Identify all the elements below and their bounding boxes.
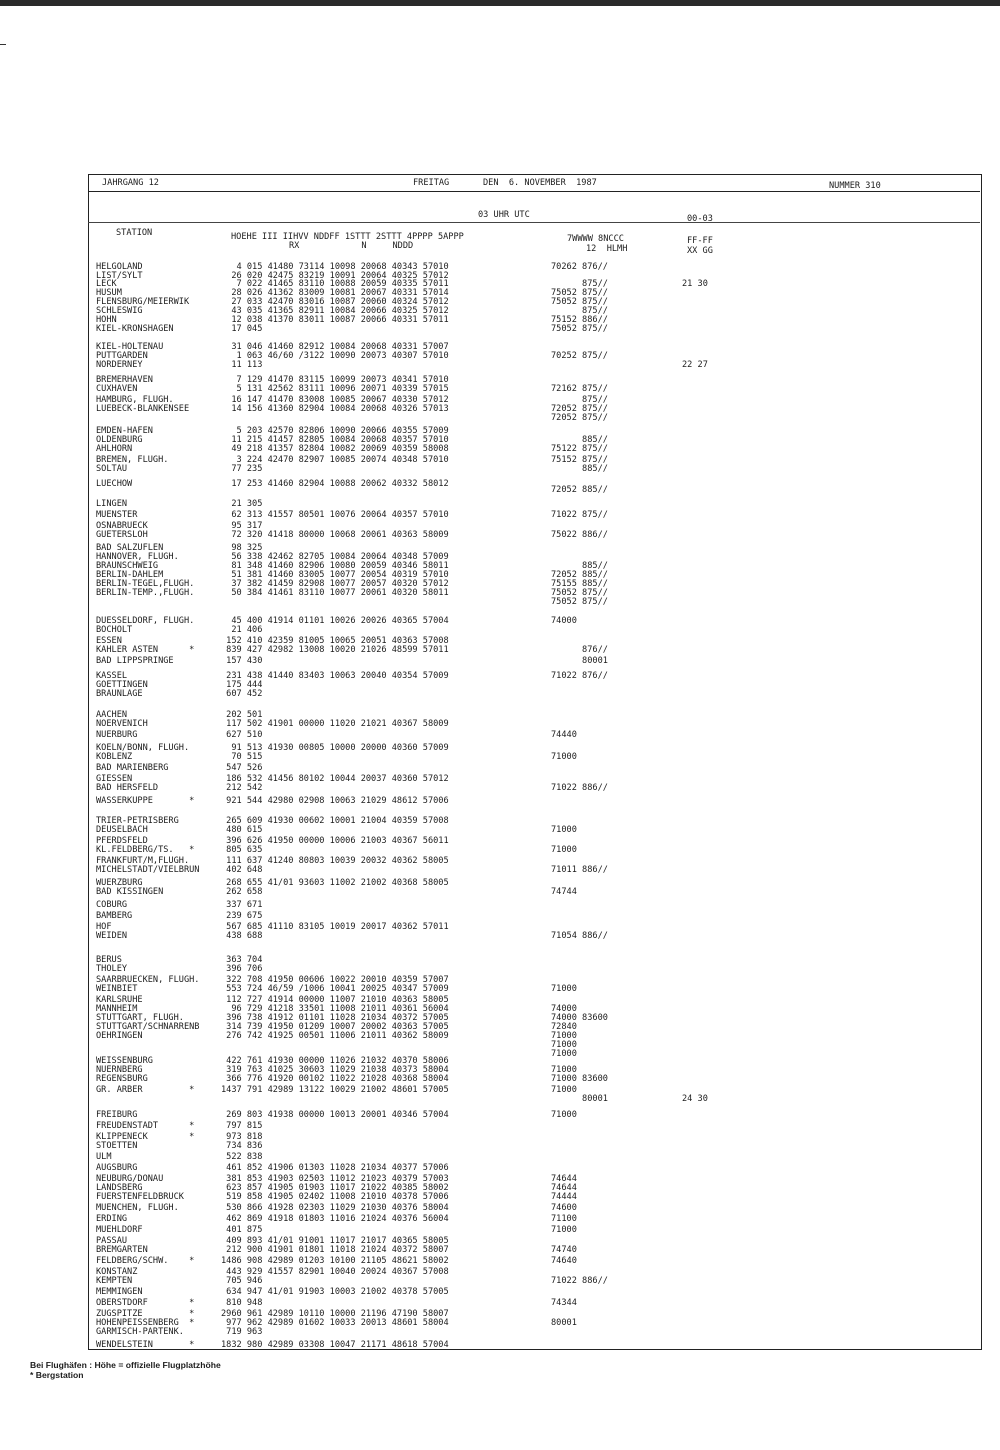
station-name: KAHLER ASTEN * [96,645,195,655]
observation-codes: 805 635 [221,845,263,855]
observation-codes: 70 515 [221,752,263,762]
observation-codes: 175 444 [221,680,263,690]
station-name: STUTTGART/SCHNARRENB [96,1022,200,1032]
code-column-subheader: RX N NDDD [289,241,414,251]
gust-column-unit: XX GG [687,246,713,256]
header-rule [88,191,980,192]
station-name: HOHENPEISSENBERG * [96,1318,195,1328]
station-name: BERLIN-TEMP.,FLUGH. [96,588,195,598]
observation-codes: 14 156 41360 82904 10084 20068 40326 57013 [221,404,449,414]
station-name: PFERDSFELD [96,836,148,846]
weather-code: 71000 83600 [551,1074,608,1084]
station-name: SCHLESWIG [96,306,143,316]
gust-value: 21 30 [682,279,708,289]
station-name: NOERVENICH [96,719,148,729]
station-name: BRAUNLAGE [96,689,143,699]
weather-code: 71000 [551,1031,577,1041]
observation-codes: 112 727 41914 00000 11007 21010 40363 58005 [221,995,449,1005]
footnote-mountain: * Bergstation [30,1370,84,1380]
station-name: BREMEN, FLUGH. [96,455,169,465]
observation-codes: 530 866 41928 02303 11029 21030 40376 58004 [221,1203,449,1213]
station-name: WEINBIET [96,984,138,994]
observation-codes: 839 427 42982 13008 10020 21026 48599 57011 [221,645,449,655]
station-name: GARMISCH-PARTENK. [96,1327,184,1337]
station-name: WEISSENBURG [96,1056,153,1066]
observation-codes: 96 729 41218 33501 11008 21011 40361 56004 [221,1004,449,1014]
station-name: WENDELSTEIN * [96,1340,195,1350]
observation-codes: 734 836 [221,1141,263,1151]
weather-code: 75022 886// [551,530,608,540]
station-name: WASSERKUPPE * [96,796,195,806]
weather-code: 71022 875// [551,510,608,520]
observation-codes: 265 609 41930 00602 10001 21004 40359 57008 [221,816,449,826]
station-name: FREIBURG [96,1110,138,1120]
weather-code: 75152 875// [551,455,608,465]
observation-codes: 72 320 41418 80000 10068 20061 40363 58009 [221,530,449,540]
observation-codes: 4 015 41480 73114 10098 20068 40343 57010 [221,262,449,272]
weather-code: 71054 886// [551,931,608,941]
station-name: LECK [96,279,117,289]
observation-codes: 269 803 41938 00000 10013 20001 40346 57004 [221,1110,449,1120]
station-name: MANNHEIM [96,1004,138,1014]
station-name: PASSAU [96,1236,128,1246]
weekday-label: FREITAG [413,178,450,188]
observation-codes: 322 708 41950 00606 10022 20010 40359 57007 [221,975,449,985]
station-name: FREUDENSTADT * [96,1121,195,1131]
time-rule [88,222,980,223]
weather-code: 75152 886// [551,315,608,325]
observation-codes: 443 929 41557 82901 10040 20024 40367 57008 [221,1267,449,1277]
observation-codes: 519 858 41905 02402 11008 21010 40378 57006 [221,1192,449,1202]
station-name: HANNOVER, FLUGH. [96,552,179,562]
station-name: KOBLENZ [96,752,133,762]
observation-codes: 634 947 41/01 91903 10003 21002 40378 57005 [221,1287,449,1297]
observation-codes: 366 776 41920 00102 11022 21028 40368 58004 [221,1074,449,1084]
observation-codes: 480 615 [221,825,263,835]
issue-number: NUMMER 310 [829,181,881,191]
station-name: OLDENBURG [96,435,143,445]
observation-codes: 3 224 42470 82907 10085 20074 40348 57010 [221,455,449,465]
station-name: WUERZBURG [96,878,143,888]
weather-code: 74644 [551,1174,577,1184]
station-name: GUETERSLOH [96,530,148,540]
observation-codes: 705 946 [221,1276,263,1286]
weather-code: 80001 [551,1318,577,1328]
weather-code: 70262 876// [551,262,608,272]
station-name: HUSUM [96,288,122,298]
volume-label: JAHRGANG 12 [102,178,159,188]
station-name: FELDBERG/SCHW. * [96,1256,195,1266]
observation-codes: 461 852 41906 01303 11028 21034 40377 57006 [221,1163,449,1173]
observation-codes: 117 502 41901 00000 11020 21021 40367 58009 [221,719,449,729]
observation-codes: 977 962 42989 01602 10033 20013 48601 58004 [221,1318,449,1328]
station-name: KONSTANZ [96,1267,138,1277]
observation-codes: 17 045 [221,324,263,334]
weather-code: 74000 [551,1004,577,1014]
observation-codes: 553 724 46/59 /1006 10041 20025 40347 57009 [221,984,449,994]
station-name: MICHELSTADT/VIELBRUN [96,865,200,875]
observation-codes: 1832 980 42989 03308 10047 21171 48618 57004 [221,1340,449,1350]
station-name: REGENSBURG [96,1074,148,1084]
weather-code: 80001 [551,1094,608,1104]
observation-codes: 396 706 [221,964,263,974]
observation-codes: 567 685 41110 83105 10019 20017 40362 57011 [221,922,449,932]
station-name: KARLSRUHE [96,995,143,1005]
observation-codes: 438 688 [221,931,263,941]
station-name: LANDSBERG [96,1183,143,1193]
station-name: SOLTAU [96,464,128,474]
observation-codes: 27 033 42470 83016 10087 20060 40324 57012 [221,297,449,307]
observation-codes: 11 113 [221,360,263,370]
station-name: BAD KISSINGEN [96,887,164,897]
station-name: BAD MARIENBERG [96,763,169,773]
station-name: TRIER-PETRISBERG [96,816,179,826]
observation-codes: 50 384 41461 83110 10077 20061 40320 58011 [221,588,449,598]
weather-code: 71022 886// [551,1276,608,1286]
station-name: CUXHAVEN [96,384,138,394]
station-name: MUENSTER [96,510,138,520]
weather-code: 75052 875// [551,297,608,307]
station-name: BERLIN-DAHLEM [96,570,164,580]
station-name: ERDING [96,1214,128,1224]
station-name: GOETTINGEN [96,680,148,690]
weather-code: 72052 885// [551,570,608,580]
station-name: AHLHORN [96,444,133,454]
station-name: KIEL-KRONSHAGEN [96,324,174,334]
weather-code: 71000 [551,1065,577,1075]
station-name: HOHN [96,315,117,325]
observation-codes: 381 853 41903 02503 11012 21023 40379 57003 [221,1174,449,1184]
weather-code: 71000 [551,825,577,835]
scan-mark [0,44,6,45]
weather-code: 71000 [551,984,577,994]
gust-column-header: 00-03 [687,214,713,224]
observation-codes: 797 815 [221,1121,263,1131]
station-name: OSNABRUECK [96,521,148,531]
weather-code: 71000 [551,845,577,855]
gust-value: 24 30 [682,1094,708,1104]
weather-code: 80001 [551,656,608,666]
station-name: STOETTEN [96,1141,138,1151]
observation-codes: 21 305 [221,499,263,509]
observation-codes: 921 544 42980 02908 10063 21029 48612 57006 [221,796,449,806]
gust-value: 22 27 [682,360,708,370]
observation-codes: 1486 908 42989 01203 10100 21105 48621 58002 [221,1256,449,1266]
station-name: NUERNBERG [96,1065,143,1075]
weather-code: 74744 [551,887,577,897]
observation-codes: 152 410 42359 81005 10065 20051 40363 57008 [221,636,449,646]
station-name: BOCHOLT [96,625,133,635]
station-name: MEMMINGEN [96,1287,143,1297]
observation-codes: 396 626 41950 00000 10006 21003 40367 56011 [221,836,449,846]
observation-codes: 973 818 [221,1132,263,1142]
observation-codes: 77 235 [221,464,263,474]
station-name: SAARBRUECKEN, FLUGH. [96,975,200,985]
observation-codes: 607 452 [221,689,263,699]
weather-code: 74444 [551,1192,577,1202]
observation-codes: 396 738 41912 01101 11028 21034 40372 57005 [221,1013,449,1023]
observation-codes: 402 648 [221,865,263,875]
observation-codes: 239 675 [221,911,263,921]
station-name: NORDERNEY [96,360,143,370]
weather-code: 75052 875// [551,324,608,334]
station-name: MUENCHEN, FLUGH. [96,1203,179,1213]
date-label: DEN 6. NOVEMBER 1987 [483,178,597,188]
observation-codes: 401 875 [221,1225,263,1235]
code-column-header: HOEHE III IIHVV NDDFF 1STTT 2STTT 4PPPP 5APPP [231,232,464,242]
weather-code: 72162 875// [551,384,608,394]
station-name: WEIDEN [96,931,128,941]
station-name: LUECHOW [96,479,133,489]
observation-codes: 43 035 41365 82911 10084 20066 40325 57012 [221,306,449,316]
observation-codes: 17 253 41460 82904 10088 20062 40332 58012 [221,479,449,489]
station-name: DEUSELBACH [96,825,148,835]
station-name: KEMPTEN [96,1276,133,1286]
station-name: ESSEN [96,636,122,646]
observation-codes: 319 763 41025 30603 11029 21038 40373 58004 [221,1065,449,1075]
station-name: THOLEY [96,964,128,974]
weather-code: 74000 [551,616,577,626]
weather-code: 71022 886// [551,783,608,793]
weather-code: 71000 [551,1110,577,1120]
station-name: FUERSTENFELDBRUCK [96,1192,184,1202]
observation-codes: 28 026 41362 83009 10081 20067 40331 57014 [221,288,449,298]
weather-column-subheader: 12 HLMH [586,244,628,254]
station-name: HAMBURG, FLUGH. [96,395,174,405]
observation-codes: 422 761 41930 00000 11026 21032 40370 58006 [221,1056,449,1066]
weather-code: 74600 [551,1203,577,1213]
observation-codes: 62 313 41557 80501 10076 20064 40357 57010 [221,510,449,520]
observation-codes: 31 046 41460 82912 10084 20068 40331 57007 [221,342,449,352]
observation-codes: 719 963 [221,1327,263,1337]
observation-codes: 5 131 42562 83111 10096 20071 40339 57015 [221,384,449,394]
weather-code: 72052 875// [551,404,608,414]
weather-code: 71000 [551,1049,577,1059]
weather-code: 71000 [551,1225,577,1235]
observation-codes: 12 038 41370 83011 10087 20066 40331 57011 [221,315,449,325]
station-name: GR. ARBER * [96,1085,195,1095]
weather-code: 75052 875// [551,588,608,598]
observation-codes: 623 857 41905 01903 11017 21022 40385 58002 [221,1183,449,1193]
observation-codes: 157 430 [221,656,263,666]
observation-codes: 95 317 [221,521,263,531]
weather-code: 74640 [551,1256,577,1266]
station-name: KLIPPENECK * [96,1132,195,1142]
weather-code: 75122 875// [551,444,608,454]
observation-codes: 5 203 42570 82806 10090 20066 40355 57009 [221,426,449,436]
observation-codes: 276 742 41925 00501 11006 21011 40362 58009 [221,1031,449,1041]
weather-code: 75155 885// [551,579,608,589]
weather-code: 71022 876// [551,671,608,681]
station-name: KASSEL [96,671,128,681]
observation-codes: 337 671 [221,900,263,910]
observation-codes: 810 948 [221,1298,263,1308]
observation-codes: 7 129 41470 83115 10099 20073 40341 57010 [221,375,449,385]
weather-code: 74344 [551,1298,577,1308]
weather-code: 70252 875// [551,351,608,361]
weather-code: 875// [551,279,608,289]
observation-codes: 363 704 [221,955,263,965]
observation-codes: 547 526 [221,763,263,773]
weather-code: 71000 [551,752,577,762]
station-name: EMDEN-HAFEN [96,426,153,436]
station-name: AACHEN [96,710,128,720]
weather-code: 74440 [551,730,577,740]
station-name: ULM [96,1152,112,1162]
observation-codes: 1 063 46/60 /3122 10090 20073 40307 57010 [221,351,449,361]
observation-codes: 51 381 41460 83005 10077 20054 40319 57010 [221,570,449,580]
observation-codes: 81 348 41460 82906 10080 20059 40346 58011 [221,561,449,571]
station-name: ZUGSPITZE * [96,1309,195,1319]
station-name: DUESSELDORF, FLUGH. [96,616,195,626]
weather-code: 71000 [551,1040,577,1050]
station-name: BAD SALZUFLEN [96,543,164,553]
observation-codes: 186 532 41456 80102 10044 20037 40360 57012 [221,774,449,784]
footnote-airports: Bei Flughäfen : Höhe = offizielle Flugplatzhöhe [30,1360,221,1370]
observation-time: 03 UHR UTC [478,210,530,220]
weather-code: 876// [551,645,608,655]
observation-codes: 91 513 41930 00805 10000 20000 40360 57009 [221,743,449,753]
weather-code: 75052 875// [551,597,608,607]
observation-codes: 462 869 41918 01803 11016 21024 40376 56004 [221,1214,449,1224]
observation-codes: 202 501 [221,710,263,720]
station-name: STUTTGART, FLUGH. [96,1013,184,1023]
weather-code: 885// [551,561,608,571]
observation-codes: 26 020 42475 83219 10091 20064 40325 57012 [221,271,449,281]
station-name: LINGEN [96,499,128,509]
station-name: PUTTGARDEN [96,351,148,361]
station-name: LUEBECK-BLANKENSEE [96,404,190,414]
weather-code: 74000 83600 [551,1013,608,1023]
observation-codes: 2960 961 42989 10110 10000 21196 47190 58007 [221,1309,449,1319]
station-name: KL.FELDBERG/TS. * [96,845,195,855]
weather-code: 74740 [551,1245,577,1255]
weather-code: 72840 [551,1022,577,1032]
station-name: BERUS [96,955,122,965]
station-name: FLENSBURG/MEIERWIK [96,297,190,307]
observation-codes: 49 218 41357 82804 10082 20069 40359 58008 [221,444,449,454]
station-name: AUGSBURG [96,1163,138,1173]
observation-codes: 56 338 42462 82705 10084 20064 40348 57009 [221,552,449,562]
weather-code: 71100 [551,1214,577,1224]
station-name: MUEHLDORF [96,1225,143,1235]
station-name: BRAUNSCHWEIG [96,561,159,571]
weather-code: 71011 886// [551,865,608,875]
station-name: HOF [96,922,112,932]
station-name: NUERBURG [96,730,138,740]
station-column-header: STATION [116,228,153,238]
observation-codes: 522 838 [221,1152,263,1162]
station-name: KIEL-HOLTENAU [96,342,164,352]
observation-codes: 212 900 41901 01801 11018 21024 40372 58007 [221,1245,449,1255]
observation-codes: 37 382 41459 82908 10077 20057 40320 57012 [221,579,449,589]
station-name: BAD LIPPSPRINGE [96,656,174,666]
station-name: BREMERHAVEN [96,375,153,385]
observation-codes: 268 655 41/01 93603 11002 21002 40368 58005 [221,878,449,888]
observation-codes: 314 739 41950 01209 10007 20002 40363 57005 [221,1022,449,1032]
scan-edge [0,0,1000,6]
station-name: FRANKFURT/M,FLUGH. [96,856,190,866]
weather-code: 72052 875// [551,413,608,423]
observation-codes: 409 893 41/01 91001 11017 21017 40365 58005 [221,1236,449,1246]
station-name: OBERSTDORF * [96,1298,195,1308]
observation-codes: 98 325 [221,543,263,553]
observation-codes: 16 147 41470 83008 10085 20067 40330 57012 [221,395,449,405]
weather-code: 75052 875// [551,288,608,298]
weather-code: 71000 [551,1085,577,1095]
station-name: HELGOLAND [96,262,143,272]
station-name: BREMGARTEN [96,1245,148,1255]
observation-codes: 11 215 41457 82805 10084 20068 40357 57010 [221,435,449,445]
gust-column-subheader: FF-FF [687,236,713,246]
observation-codes: 21 406 [221,625,263,635]
weather-code: 74644 [551,1183,577,1193]
weather-code: 885// [551,464,608,474]
station-name: BAMBERG [96,911,133,921]
weather-code: 885// [551,435,608,445]
weather-code: 875// [551,395,608,405]
station-name: LIST/SYLT [96,271,143,281]
weather-column-header: 7WWWW 8NCCC [567,234,624,244]
station-name: COBURG [96,900,128,910]
observation-codes: 231 438 41440 83403 10063 20040 40354 57009 [221,671,449,681]
station-name: OEHRINGEN [96,1031,143,1041]
weather-code: 875// [551,306,608,316]
observation-codes: 111 637 41240 80803 10039 20032 40362 58005 [221,856,449,866]
observation-codes: 627 510 [221,730,263,740]
station-name: BAD HERSFELD [96,783,159,793]
observation-codes: 45 400 41914 01101 10026 20026 40365 57004 [221,616,449,626]
observation-codes: 262 658 [221,887,263,897]
weather-code: 72052 885// [551,485,608,495]
station-name: KOELN/BONN, FLUGH. [96,743,190,753]
observation-codes: 7 022 41465 83110 10088 20059 40335 57011 [221,279,449,289]
observation-codes: 1437 791 42989 13122 10029 21002 48601 57005 [221,1085,449,1095]
station-name: GIESSEN [96,774,133,784]
observation-codes: 212 542 [221,783,263,793]
station-name: BERLIN-TEGEL,FLUGH. [96,579,195,589]
station-name: NEUBURG/DONAU [96,1174,164,1184]
